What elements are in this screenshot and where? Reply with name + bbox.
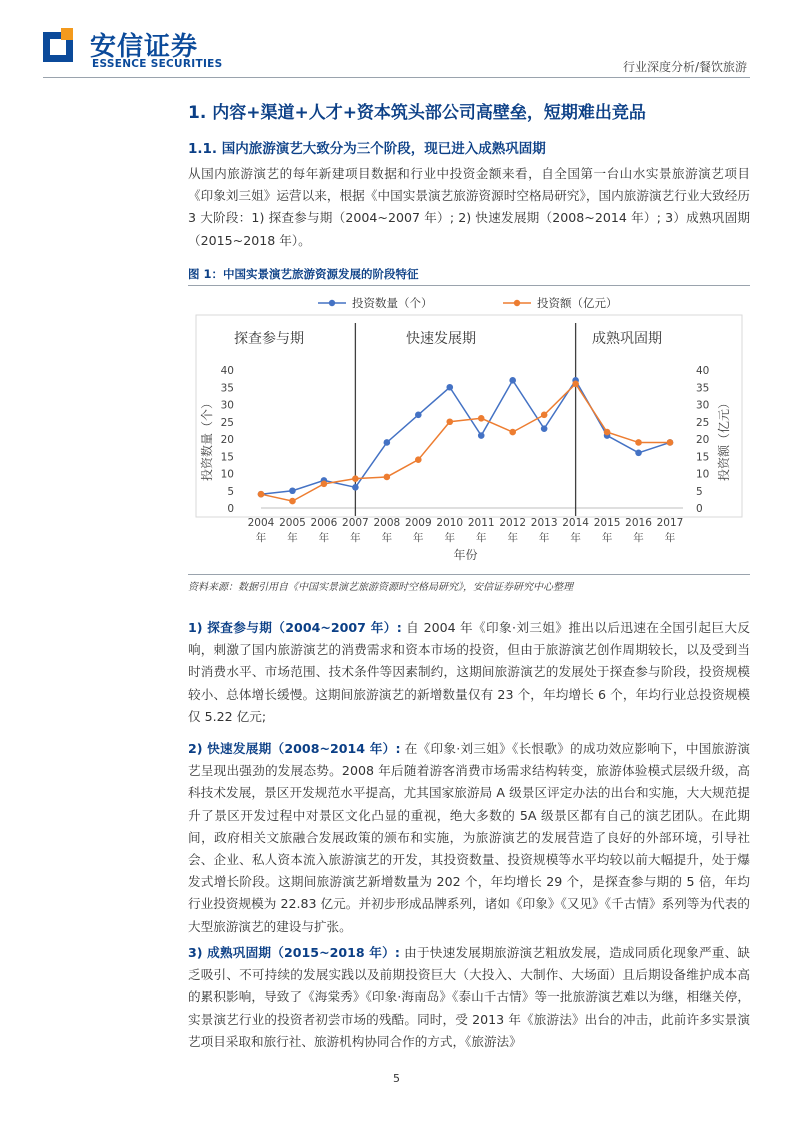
y-right-tick-label: 35 (696, 382, 710, 395)
figure-bottom-rule (188, 574, 750, 575)
y-left-tick-label: 10 (220, 468, 234, 481)
series-1-point (415, 412, 422, 419)
y-left-tick-label: 20 (220, 434, 234, 446)
series-2-point (635, 439, 642, 446)
x-tick-label: 2016 年 (625, 517, 652, 544)
report-category: 行业深度分析/餐饮旅游 (622, 60, 747, 74)
x-tick-label: 2011 年 (467, 517, 495, 544)
y-right-tick-label: 15 (696, 451, 710, 464)
phase-3-lead: 3) 成熟巩固期（2015~2018 年）: (188, 945, 400, 960)
x-tick-label: 2015 年 (593, 517, 621, 544)
x-tick-label: 2017 年 (656, 517, 684, 544)
phase-label-1: 探查参与期 (234, 331, 304, 347)
series-1-point (446, 384, 453, 391)
y-right-tick-label: 25 (696, 416, 710, 429)
y-right-tick-label: 20 (696, 434, 710, 446)
phase-chart (188, 287, 750, 573)
series-1-point (289, 487, 296, 494)
intro-paragraph: 从国内旅游演艺的每年新建项目数据和行业中投资金额来看，自全国第一台山水实景旅游演艺项目《印象刘三姐》运营以来，根据《中国实景演艺旅游资源时空格局研究》，国内旅游演艺行业大致经历 3 大阶段：1) 探查参与期（2004~2007 年）; 2) 快速发展期（2008~2014 年）; 3）成熟巩固期（2015~2018 年）。 (188, 166, 750, 248)
x-tick-label: 2012 年 (499, 517, 527, 544)
phase-label-3: 成熟巩固期 (592, 331, 662, 347)
company-name-cn: 安信证券 (90, 32, 199, 62)
phase-1-body: 自 2004 年《印象·刘三姐》推出以后迅速在全国引起巨大反响，刺激了国内旅游演艺的消费需求和资本市场的投资，但由于旅游演艺创作周期较长，以及受到当时消费水平、市场范围、技术条件等因素制约，这期间旅游演艺的发展处于探查参与阶段，投资规模较小、总体增长缓慢。这期间旅游演艺的新增数量仅有 23 个，年均增长 6 个，年均行业总投资规模仅 5.22 亿元; (188, 620, 750, 724)
header-divider (43, 77, 750, 78)
series-2-point (321, 481, 328, 488)
series-2-point (572, 381, 579, 388)
essence-logo-icon (43, 28, 79, 64)
x-tick-label: 2014 年 (562, 517, 589, 544)
legend-swatch-marker-2 (514, 300, 520, 306)
series-2-point (446, 418, 453, 425)
y-right-tick-label: 40 (696, 365, 710, 377)
y-right-tick-label: 0 (696, 503, 703, 515)
page-number: 5 (393, 1072, 400, 1085)
phase-2-lead: 2) 快速发展期（2008~2014 年）: (188, 741, 401, 756)
legend-swatch-marker-1 (329, 300, 335, 306)
y-right-axis-title: 投资额（亿元） (717, 396, 731, 482)
series-2-point (384, 474, 391, 481)
figure-title: 图 1：中国实景演艺旅游资源发展的阶段特征 (188, 267, 419, 281)
series-2-point (352, 475, 359, 482)
x-tick-label: 2013 年 (530, 517, 558, 544)
series-2-point (604, 429, 611, 436)
chart-svg (188, 287, 750, 573)
series-1-point (478, 432, 485, 439)
legend-label-2: 投资额（亿元） (537, 296, 618, 310)
x-tick-label: 2010 年 (436, 517, 464, 544)
x-tick-label: 2005 年 (279, 517, 306, 544)
series-2-point (509, 429, 516, 436)
subsection-heading: 1.1. 国内旅游演艺大致分为三个阶段，现已进入成熟巩固期 (188, 141, 546, 157)
x-tick-label: 2006 年 (310, 517, 338, 544)
series-1-point (541, 425, 548, 432)
y-left-tick-label: 0 (227, 503, 234, 515)
figure-source: 资料来源：数据引用自《中国实景演艺旅游资源时空格局研究》，安信证券研究中心整理 (188, 582, 573, 593)
page-header (0, 0, 793, 80)
y-left-tick-label: 25 (220, 416, 234, 429)
x-tick-label: 2008 年 (373, 517, 401, 544)
phase-paragraph-3 (188, 942, 750, 1053)
y-left-tick-label: 5 (227, 485, 234, 498)
x-axis-title: 年份 (453, 548, 478, 562)
x-tick-label: 2009 年 (404, 517, 432, 544)
x-tick-label: 2004 年 (247, 517, 275, 544)
series-1-point (384, 439, 391, 446)
series-1-point (635, 450, 642, 457)
phase-paragraph-2 (188, 738, 750, 938)
phase-3-body: 由于快速发展期旅游演艺粗放发展，造成同质化现象严重、缺乏吸引、不可持续的发展实践以及前期投资巨大（大投入、大制作、大场面）且后期设备维护成本高的累积影响，导致了《海棠秀》《印象·海南岛》《泰山千古情》等一批旅游演艺难以为继，相继关停，实景演艺行业的投资者初尝市场的残酷。同时，受 2013 年《旅游法》出台的冲击，此前许多实景演艺项目采取和旅行社、旅游机构协同合作的方式，《旅游法》 (188, 945, 750, 1049)
figure-top-rule (188, 285, 750, 286)
series-1-point (509, 377, 516, 384)
y-left-axis-title: 投资数量（个） (200, 396, 214, 482)
phase-2-body: 在《印象·刘三姐》《长恨歌》的成功效应影响下，中国旅游演艺呈现出强劲的发展态势。2008 年后随着游客消费市场需求结构转变，旅游体验模式层级升级，高科技术发展，景区开发规范水平提高，尤其国家旅游局 A 级景区评定办法的出台和实施，大大规范提升了景区开发过程中对景区文化凸显的重视，绝大多数的 5A 级景区都有自己的演艺团队。在此期间，政府相关文旅融合发展政策的颁布和实施，为旅游演艺的发展营造了良好的外部环境，引导社会、企业、私人资本流入旅游演艺的开发，其投资数量、投资规模等水平均较以前大幅提升，处于爆发式增长阶段。这期间旅游演艺新增数量为 202 个，年均增长 29 个，是探查参与期的 5 倍，年均行业投资规模为 22.83 亿元。并初步形成品牌系列，诸如《印象》《又见》《千古情》系列等为代表的大型旅游演艺的建设与扩张。 (188, 741, 750, 934)
y-left-tick-label: 40 (220, 365, 234, 377)
y-right-tick-label: 30 (696, 399, 710, 412)
series-2-point (289, 498, 296, 505)
company-name-en: ESSENCE SECURITIES (92, 58, 223, 70)
series-2-point (541, 412, 548, 419)
phase-1-lead: 1) 探查参与期（2004~2007 年）: (188, 620, 402, 635)
y-left-tick-label: 30 (220, 399, 234, 412)
series-2-point (667, 439, 674, 446)
y-left-tick-label: 35 (220, 382, 234, 395)
series-1-point (352, 484, 359, 491)
phase-paragraph-1 (188, 617, 750, 728)
y-right-tick-label: 10 (696, 468, 710, 481)
y-right-tick-label: 5 (696, 485, 703, 498)
phase-label-2: 快速发展期 (406, 331, 476, 347)
legend-label-1: 投资数量（个） (352, 296, 433, 310)
series-2-point (258, 491, 265, 498)
y-left-tick-label: 15 (220, 451, 234, 464)
series-2-point (415, 456, 422, 463)
section-heading: 1. 内容+渠道+人才+资本筑头部公司高壁垒，短期难出竞品 (188, 103, 646, 123)
x-tick-label: 2007 年 (342, 517, 369, 544)
series-2-point (478, 415, 485, 422)
